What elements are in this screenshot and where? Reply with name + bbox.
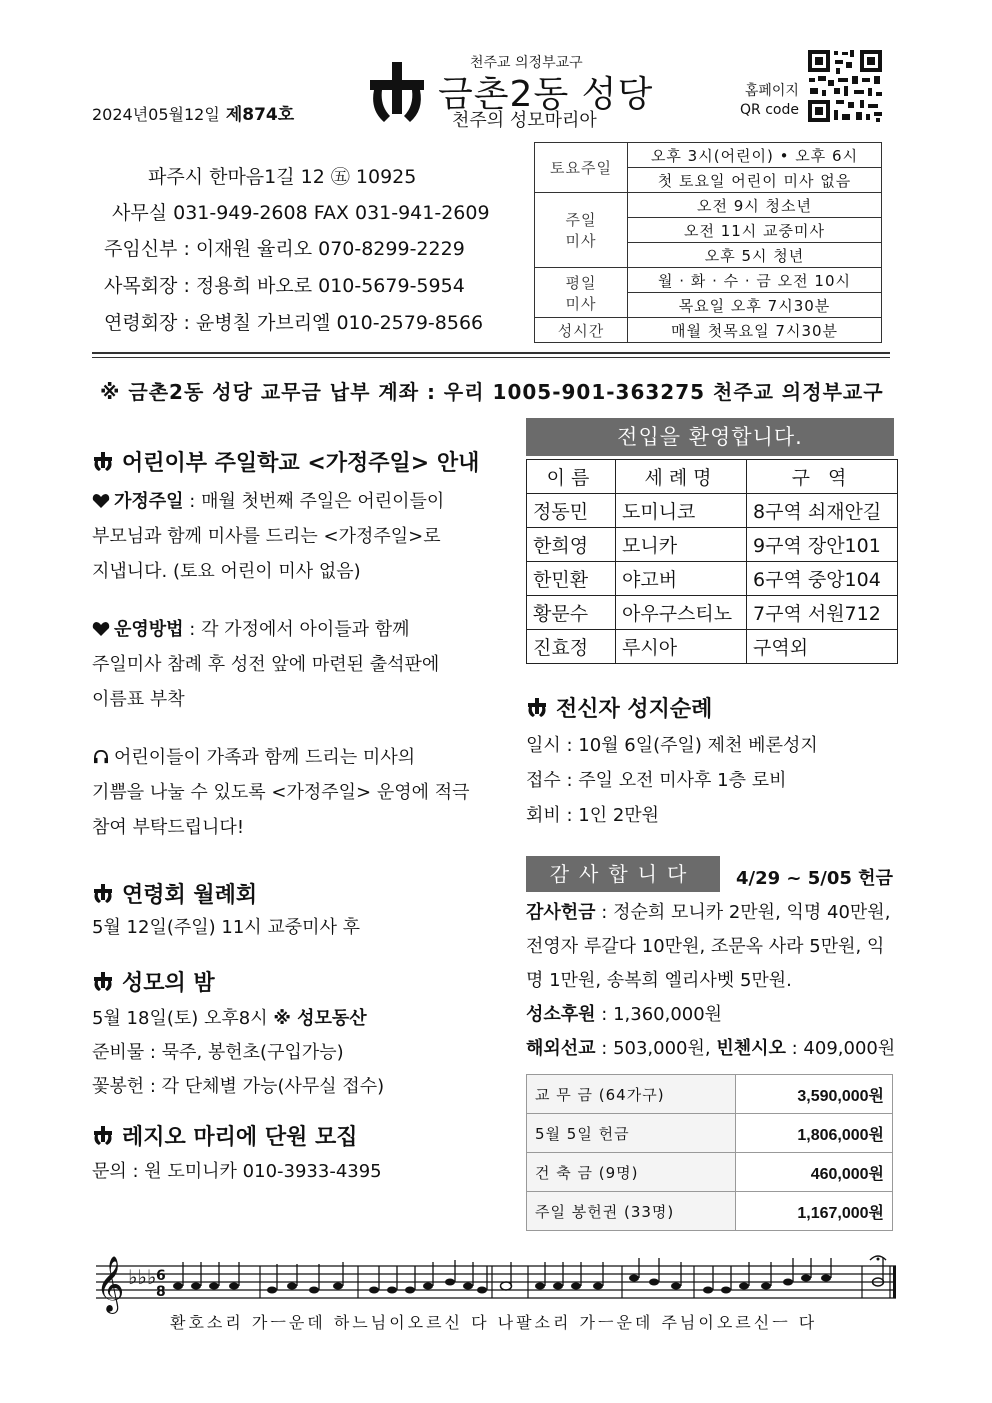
- offering-amount: 460,000원: [736, 1153, 893, 1192]
- cell-name: 한희영: [527, 528, 616, 562]
- schedule-cell: 목요일 오후 7시30분: [628, 293, 882, 318]
- item-text: : 409,000원: [785, 1038, 896, 1059]
- offering-amount: 1,806,000원: [736, 1114, 893, 1153]
- sunday-school-item-2: [92, 612, 512, 717]
- cell-name: 황문수: [527, 596, 616, 630]
- thanks-details: [526, 896, 906, 1066]
- issue-number: 제874호: [225, 105, 295, 125]
- divider: [92, 357, 890, 358]
- homepage-text: 홈페이지: [744, 83, 799, 99]
- offering-label: 주일 봉헌권 (33명): [527, 1192, 736, 1231]
- text-line: [526, 1032, 906, 1066]
- offering-table: [526, 1074, 893, 1231]
- sunday-school-note: [92, 740, 512, 845]
- diocese-name: 천주교 의정부교구: [470, 55, 583, 71]
- schedule-label-line: 주일: [565, 211, 597, 229]
- cell-baptismal-name: 루시아: [616, 630, 747, 664]
- schedule-saturday-label: 토요주일: [535, 143, 628, 193]
- welcome-title: 전입을 환영합니다.: [526, 418, 894, 456]
- section-title-league-meeting: [92, 878, 257, 909]
- cell-baptismal-name: 도미니코: [616, 494, 747, 528]
- text-line: 전영자 루갈다 10만원, 조문옥 사라 5만원, 익: [526, 936, 885, 957]
- schedule-cell: 첫 토요일 어린이 미사 없음: [628, 168, 882, 193]
- section-title-marian-night: [92, 966, 215, 997]
- table-row: [527, 630, 898, 664]
- cross-icon: [92, 1126, 114, 1146]
- text-line: 기쁨을 나눌 수 있도록 <가정주일> 운영에 적극: [92, 782, 470, 803]
- schedule-cell: 매월 첫목요일 7시30분: [628, 318, 882, 343]
- item-label: 감사헌금: [526, 902, 596, 923]
- cross-icon: [92, 452, 114, 472]
- text-line: 일시 : 10월 6일(주일) 제천 베론성지: [526, 735, 818, 756]
- cell-district: 구역외: [747, 630, 898, 664]
- parish-logo-icon: [366, 60, 428, 126]
- mass-schedule-table: [534, 142, 882, 343]
- qr-code-text: QR code: [740, 102, 799, 118]
- item-text: : 각 가정에서 아이들과 함께: [183, 619, 410, 640]
- pastor-contact: 주임신부 : 이재원 율리오 070-8299-2229: [104, 238, 465, 260]
- bank-account-notice: ※ 금촌2동 성당 교무금 납부 계좌 : 우리 1005-901-363275 천주교 의정부교구: [100, 380, 884, 404]
- schedule-label-line: 미사: [565, 294, 597, 313]
- issue-date: [92, 100, 294, 125]
- item-label: 빈첸시오: [716, 1038, 786, 1059]
- league-meeting-text: 5월 12일(주일) 11시 교중미사 후: [92, 917, 361, 938]
- cross-icon: [526, 698, 548, 718]
- event-time: 5월 18일(토) 오후8시: [92, 1008, 274, 1029]
- pilgrimage-details: [526, 728, 896, 833]
- table-row: [527, 1192, 893, 1231]
- item-label: 가정주일: [114, 491, 184, 512]
- patron-name: 천주의 성모마리아: [452, 110, 597, 131]
- column-header: 세례명: [616, 460, 747, 494]
- text-line: 준비물 : 묵주, 봉헌초(구입가능): [92, 1042, 344, 1063]
- table-row: [527, 596, 898, 630]
- heart-icon: [92, 622, 110, 636]
- column-header: 이름: [527, 460, 616, 494]
- schedule-cell: 월 · 화 · 수 · 금 오전 10시: [628, 268, 882, 293]
- address: 파주시 한마음1길 12 ㊄ 10925: [148, 166, 417, 188]
- text-line: [92, 612, 512, 647]
- divider: [92, 352, 890, 354]
- schedule-sunday-label: [535, 193, 628, 268]
- table-row: [527, 528, 898, 562]
- heart-icon: [92, 494, 110, 508]
- text-line: 주일미사 참례 후 성전 앞에 마련된 출석판에: [92, 654, 440, 675]
- section-title-text: 어린이부 주일학교 <가정주일> 안내: [122, 451, 480, 476]
- council-contact: 사목회장 : 정용희 바오로 010-5679-5954: [104, 275, 465, 297]
- parish-name: 금촌2동 성당: [438, 74, 654, 115]
- schedule-cell: 오후 5시 청년: [628, 243, 882, 268]
- schedule-cell: 오전 11시 교중미사: [628, 218, 882, 243]
- offering-label: 교 무 금 (64가구): [527, 1075, 736, 1114]
- item-label: 운영방법: [114, 619, 184, 640]
- item-text: : 503,000원,: [595, 1038, 717, 1059]
- cell-name: 한민환: [527, 562, 616, 596]
- item-text: : 1,360,000원: [595, 1004, 723, 1025]
- section-title-pilgrimage: [526, 692, 712, 723]
- table-row: [527, 1114, 893, 1153]
- table-row: [527, 1075, 893, 1114]
- offering-amount: 3,590,000원: [736, 1075, 893, 1114]
- note-text: 어린이들이 가족과 함께 드리는 미사의: [114, 747, 416, 768]
- date-text: 2024년05월12일: [92, 105, 220, 124]
- section-title-text: 레지오 마리에 단원 모집: [122, 1125, 358, 1150]
- schedule-label-line: 미사: [565, 232, 597, 250]
- office-phone: 사무실 031-949-2608 FAX 031-941-2609: [112, 202, 490, 224]
- text-line: 이름표 부착: [92, 689, 185, 710]
- item-text: : 정순희 모니카 2만원, 익명 40만원,: [595, 902, 891, 923]
- marian-night-details: [92, 1002, 512, 1104]
- headphones-icon: [92, 750, 110, 764]
- svg-text:♭♭♭: ♭♭♭: [128, 1265, 157, 1289]
- cell-district: 8구역 쇠재안길: [747, 494, 898, 528]
- offering-label: 건 축 금 (9명): [527, 1153, 736, 1192]
- cross-icon: [92, 884, 114, 904]
- cell-baptismal-name: 야고버: [616, 562, 747, 596]
- offering-amount: 1,167,000원: [736, 1192, 893, 1231]
- text-line: [526, 998, 906, 1032]
- cell-name: 진효정: [527, 630, 616, 664]
- sunday-school-item-1: [92, 484, 512, 589]
- text-line: 부모님과 함께 미사를 드리는 <가정주일>로: [92, 526, 441, 547]
- text-line: 참여 부탁드립니다!: [92, 817, 245, 838]
- text-line: 접수 : 주일 오전 미사후 1층 로비: [526, 770, 787, 791]
- schedule-cell: 오후 3시(어린이) • 오후 6시: [628, 143, 882, 168]
- table-row: [527, 1153, 893, 1192]
- section-title-text: 연령회 월례회: [122, 883, 258, 908]
- schedule-holy-hour-label: 성시간: [535, 318, 628, 343]
- table-row: [527, 494, 898, 528]
- text-line: [92, 740, 512, 775]
- item-label: 해외선교: [526, 1038, 596, 1059]
- svg-text:𝄞: 𝄞: [96, 1256, 125, 1312]
- section-title-text: 성모의 밤: [122, 971, 215, 996]
- song-lyrics: 환호소리 가ㅡ운데 하느님이오르신 다 나팔소리 가ㅡ운데 주님이오르신ㅡ 다: [170, 1313, 818, 1332]
- text-line: 회비 : 1인 2만원: [526, 805, 660, 826]
- svg-text:8: 8: [156, 1284, 166, 1300]
- cross-icon: [92, 972, 114, 992]
- thanks-title: 감사합니다: [526, 856, 720, 892]
- cell-district: 9구역 장안101: [747, 528, 898, 562]
- cell-district: 6구역 중앙104: [747, 562, 898, 596]
- text-line: 명 1만원, 송복희 엘리사벳 5만원.: [526, 970, 792, 991]
- homepage-label: [740, 82, 799, 120]
- text-line: 지냅니다. (토요 어린이 미사 없음): [92, 561, 361, 582]
- section-title-text: 전신자 성지순례: [556, 697, 713, 722]
- schedule-cell: 오전 9시 청소년: [628, 193, 882, 218]
- cell-baptismal-name: 모니카: [616, 528, 747, 562]
- legio-contact: 문의 : 원 도미니카 010-3933-4395: [92, 1161, 382, 1182]
- welcome-table: [526, 459, 898, 664]
- text-line: [92, 1002, 512, 1036]
- text-line: 꽃봉헌 : 각 단체별 가능(사무실 접수): [92, 1076, 385, 1097]
- section-title-legio: [92, 1120, 358, 1151]
- item-label: 성소후원: [526, 1004, 596, 1025]
- event-location: ※ 성모동산: [273, 1008, 367, 1029]
- cell-baptismal-name: 아우구스티노: [616, 596, 747, 630]
- item-text: : 매월 첫번째 주일은 어린이들이: [183, 491, 445, 512]
- cell-district: 7구역 서원712: [747, 596, 898, 630]
- column-header: 구 역: [747, 460, 898, 494]
- schedule-label-line: 평일: [565, 273, 597, 292]
- schedule-weekday-label: [535, 268, 628, 318]
- text-line: [526, 896, 906, 930]
- offering-label: 5월 5일 헌금: [527, 1114, 736, 1153]
- cell-name: 정동민: [527, 494, 616, 528]
- qr-code-icon[interactable]: [806, 48, 884, 124]
- section-title-sunday-school: [92, 446, 479, 477]
- league-contact: 연령회장 : 윤병칠 가브리엘 010-2579-8566: [104, 312, 484, 334]
- table-row: [527, 562, 898, 596]
- thanks-period: 4/29 ~ 5/05 헌금: [736, 868, 893, 889]
- text-line: [92, 484, 512, 519]
- svg-text:6: 6: [156, 1268, 166, 1284]
